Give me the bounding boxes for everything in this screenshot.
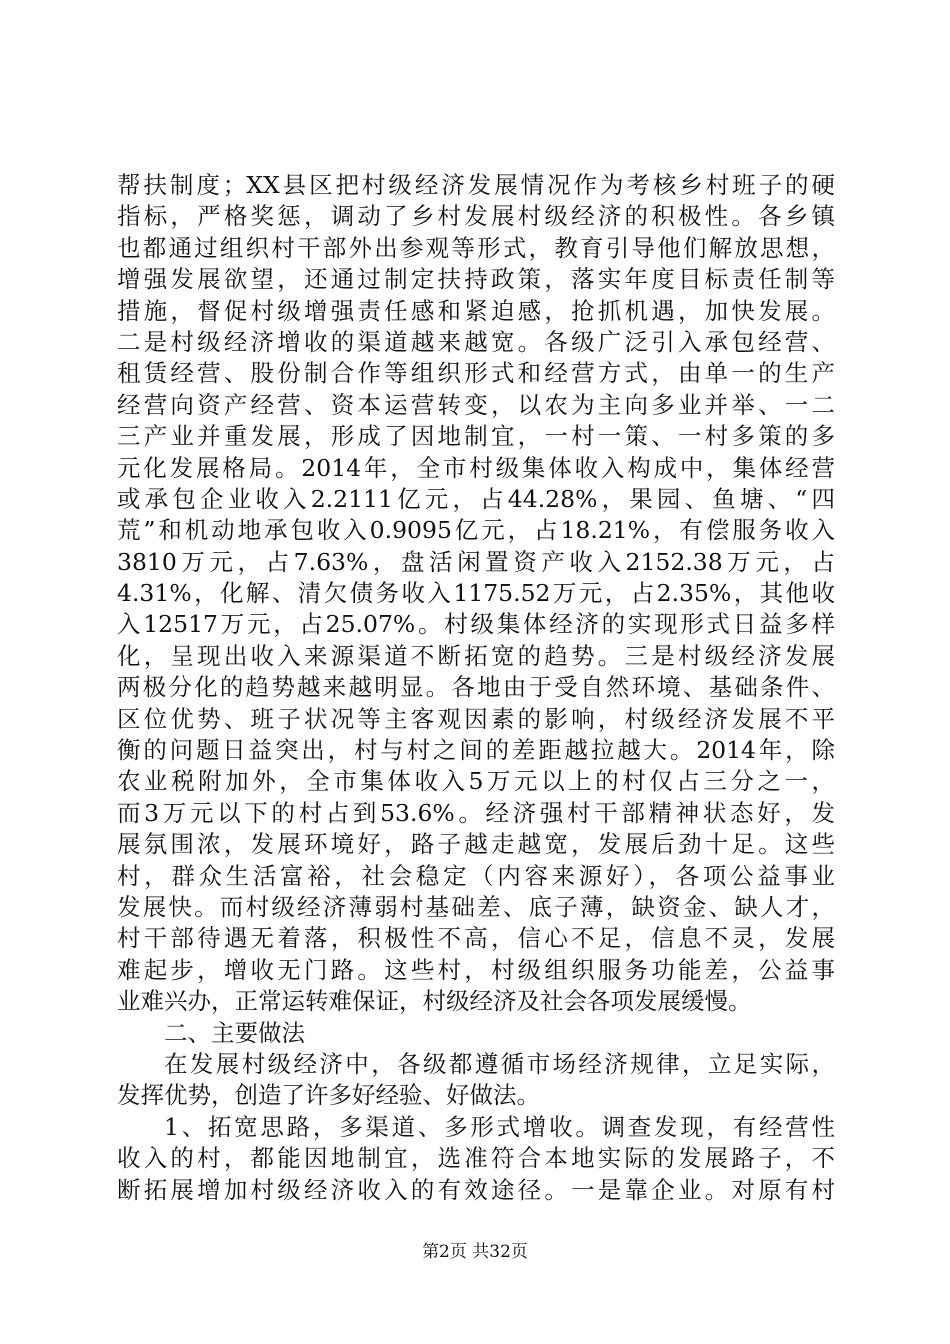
document-body <box>117 170 835 1206</box>
text-line: 在发展村级经济中，各级都遵循市场经济规律，立足实际， <box>164 1049 835 1078</box>
text-line: 经营向资产经营、资本运营转变，以农为主向多业并举、一二 <box>117 390 835 419</box>
text-line: 区位优势、班子状况等主客观因素的影响，村级经济发展不平 <box>117 704 835 733</box>
text-line: 租赁经营、股份制合作等组织形式和经营方式，由单一的生产 <box>117 359 835 388</box>
text-line: 1、拓宽思路，多渠道、多形式增收。调查发现，有经营性 <box>164 1112 835 1141</box>
text-line: 入12517万元，占25.07%。村级集体经济的实现形式日益多样 <box>117 610 835 639</box>
text-line: 荒”和机动地承包收入0.9095亿元，占18.21%，有偿服务收入 <box>117 516 835 545</box>
text-line: 展氛围浓，发展环境好，路子越走越宽，发展后劲十足。这些 <box>117 830 835 859</box>
text-line: 衡的问题日益突出，村与村之间的差距越拉越大。2014年，除 <box>117 736 835 765</box>
section-heading: 二、主要做法 <box>164 1018 305 1047</box>
text-line: 措施，督促村级增强责任感和紧迫感，抢抓机遇，加快发展。 <box>117 296 835 325</box>
text-line: 收入的村，都能因地制宜，选准符合本地实际的发展路子，不 <box>117 1144 835 1173</box>
text-line: 帮扶制度；XX县区把村级经济发展情况作为考核乡村班子的硬 <box>117 171 835 199</box>
text-line: 增强发展欲望，还通过制定扶持政策，落实年度目标责任制等 <box>117 265 835 294</box>
text-line: 村干部待遇无着落，积极性不高，信心不足，信息不灵，发展 <box>117 924 835 953</box>
text-line: 断拓展增加村级经济收入的有效途径。一是靠企业。对原有村 <box>117 1175 835 1204</box>
text-line: 发展快。而村级经济薄弱村基础差、底子薄，缺资金、缺人才， <box>117 892 835 921</box>
text-line: 村，群众生活富裕，社会稳定（内容来源好），各项公益事业 <box>117 861 835 890</box>
text-line: 3810万元，占7.63%，盘活闲置资产收入2152.38万元，占 <box>117 547 835 576</box>
text-line: 农业税附加外，全市集体收入5万元以上的村仅占三分之一， <box>117 767 835 796</box>
text-line: 4.31%，化解、清欠债务收入1175.52万元，占2.35%，其他收 <box>117 579 835 608</box>
text-line: 发挥优势，创造了许多好经验、好做法。 <box>117 1081 540 1110</box>
text-line: 而3万元以下的村占到53.6%。经济强村干部精神状态好，发 <box>117 798 835 827</box>
text-line: 元化发展格局。2014年，全市村级集体收入构成中，集体经营 <box>117 453 835 482</box>
text-line: 指标，严格奖惩，调动了乡村发展村级经济的积极性。各乡镇 <box>117 202 835 231</box>
text-line: 二是村级经济增收的渠道越来越宽。各级广泛引入承包经营、 <box>117 327 835 356</box>
text-line: 三产业并重发展，形成了因地制宜，一村一策、一村多策的多 <box>117 422 835 451</box>
text-line: 或承包企业收入2.2111亿元，占44.28%，果园、鱼塘、“四 <box>117 484 835 513</box>
text-line: 化，呈现出收入来源渠道不断拓宽的趋势。三是村级经济发展 <box>117 641 835 670</box>
text-line: 难起步，增收无门路。这些村，村级组织服务功能差，公益事 <box>117 955 835 984</box>
page-number-footer: 第2页 共32页 <box>422 1242 528 1262</box>
text-line: 两极分化的趋势越来越明显。各地由于受自然环境、基础条件、 <box>117 673 835 702</box>
text-line: 也都通过组织村干部外出参观等形式，教育引导他们解放思想， <box>117 233 835 262</box>
text-line: 业难兴办，正常运转难保证，村级经济及社会各项发展缓慢。 <box>117 987 752 1016</box>
